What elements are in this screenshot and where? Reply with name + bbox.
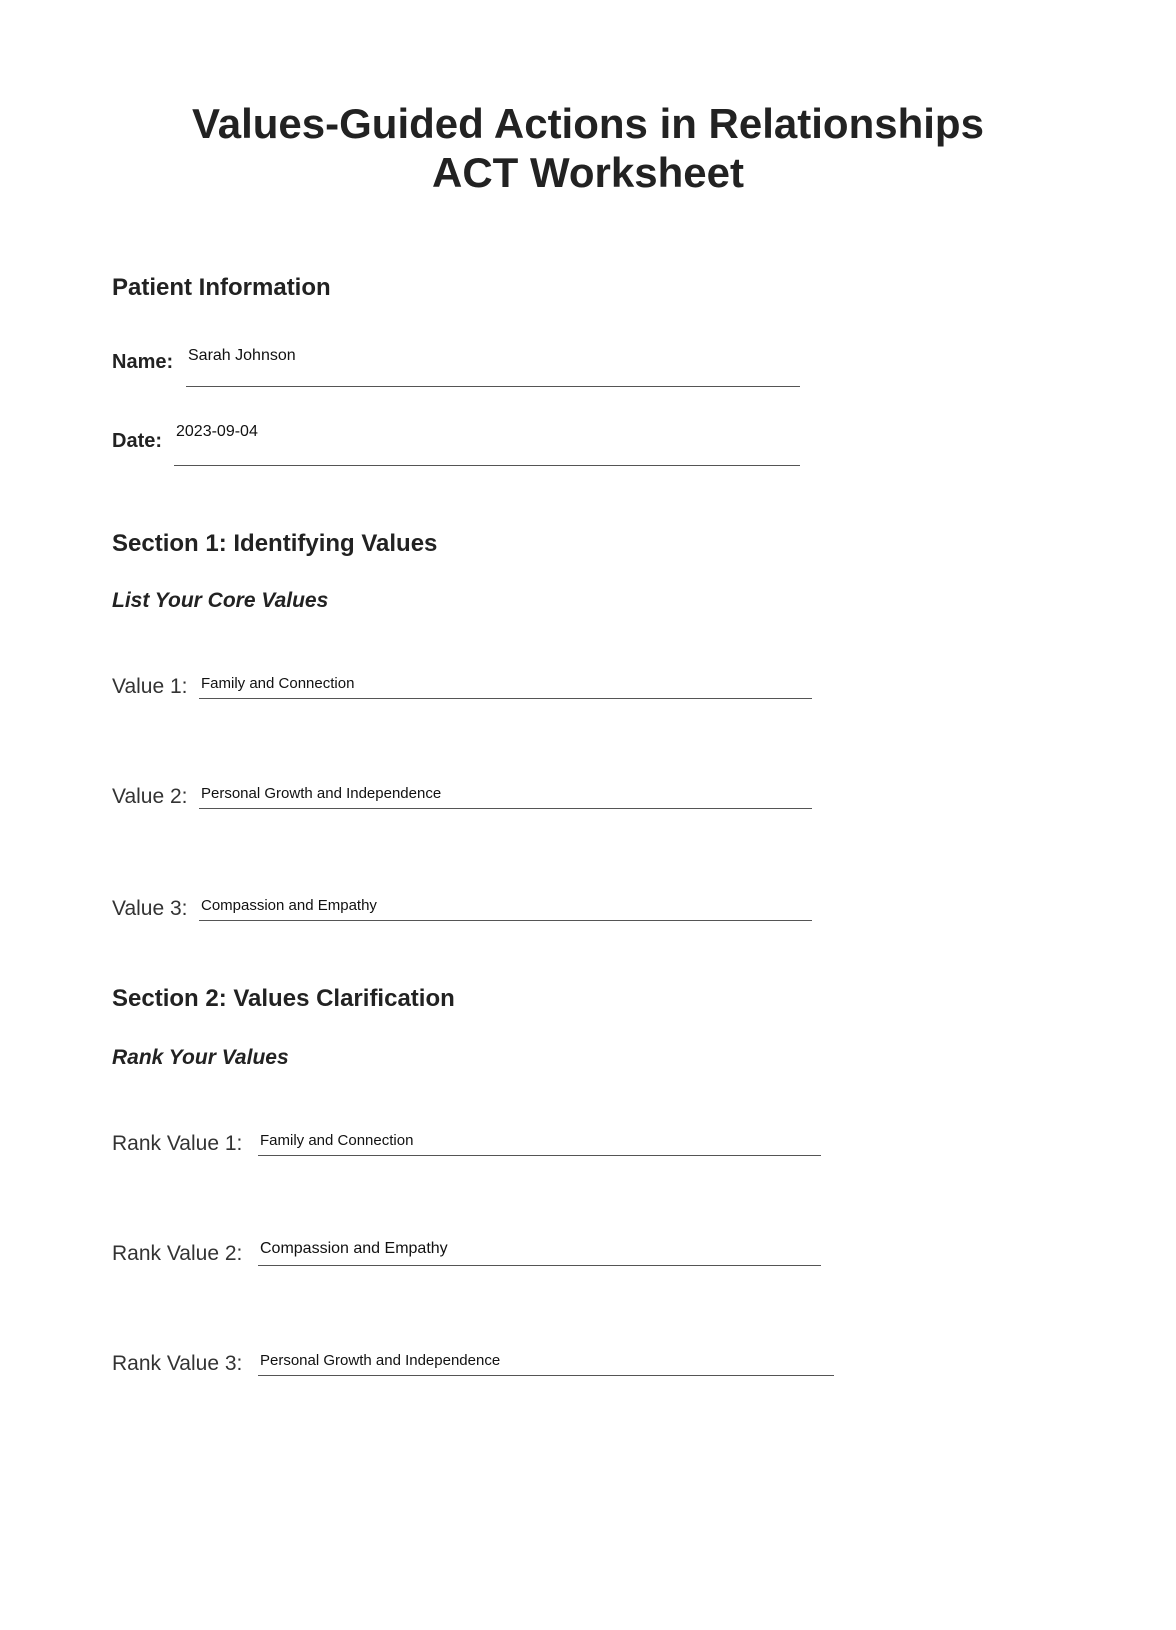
value-1-label: Value 1: bbox=[112, 675, 188, 698]
name-value[interactable]: Sarah Johnson bbox=[188, 347, 296, 364]
patient-info-heading: Patient Information bbox=[112, 274, 331, 301]
rank-value-3-field-line bbox=[258, 1375, 834, 1376]
name-label: Name: bbox=[112, 351, 174, 373]
date-field-line bbox=[174, 465, 800, 466]
value-3-field-line bbox=[199, 920, 812, 921]
rank-value-2-field-line bbox=[258, 1265, 821, 1266]
rank-value-1-field-line bbox=[258, 1155, 821, 1156]
rank-value-3-value[interactable]: Personal Growth and Independence bbox=[260, 1352, 501, 1369]
value-1-value[interactable]: Family and Connection bbox=[201, 675, 355, 692]
rank-value-2-value[interactable]: Compassion and Empathy bbox=[260, 1240, 448, 1257]
date-label: Date: bbox=[112, 430, 163, 452]
value-3-value[interactable]: Compassion and Empathy bbox=[201, 897, 377, 914]
rank-value-1-value[interactable]: Family and Connection bbox=[260, 1132, 414, 1149]
name-field-line bbox=[186, 386, 800, 387]
value-1-field-line bbox=[199, 698, 812, 699]
value-2-label: Value 2: bbox=[112, 785, 188, 808]
rank-value-1-label: Rank Value 1: bbox=[112, 1132, 243, 1155]
section1-subheading: List Your Core Values bbox=[112, 589, 329, 612]
value-2-value[interactable]: Personal Growth and Independence bbox=[201, 785, 442, 802]
section2-subheading: Rank Your Values bbox=[112, 1046, 289, 1069]
value-3-label: Value 3: bbox=[112, 897, 188, 920]
value-2-field-line bbox=[199, 808, 812, 809]
section1-heading: Section 1: Identifying Values bbox=[112, 530, 438, 557]
rank-value-2-label: Rank Value 2: bbox=[112, 1242, 243, 1265]
rank-value-3-label: Rank Value 3: bbox=[112, 1352, 243, 1375]
document-title-line1: Values-Guided Actions in Relationships bbox=[192, 100, 984, 147]
date-value[interactable]: 2023-09-04 bbox=[176, 423, 258, 440]
document-title-line2: ACT Worksheet bbox=[432, 149, 744, 196]
section2-heading: Section 2: Values Clarification bbox=[112, 985, 455, 1012]
